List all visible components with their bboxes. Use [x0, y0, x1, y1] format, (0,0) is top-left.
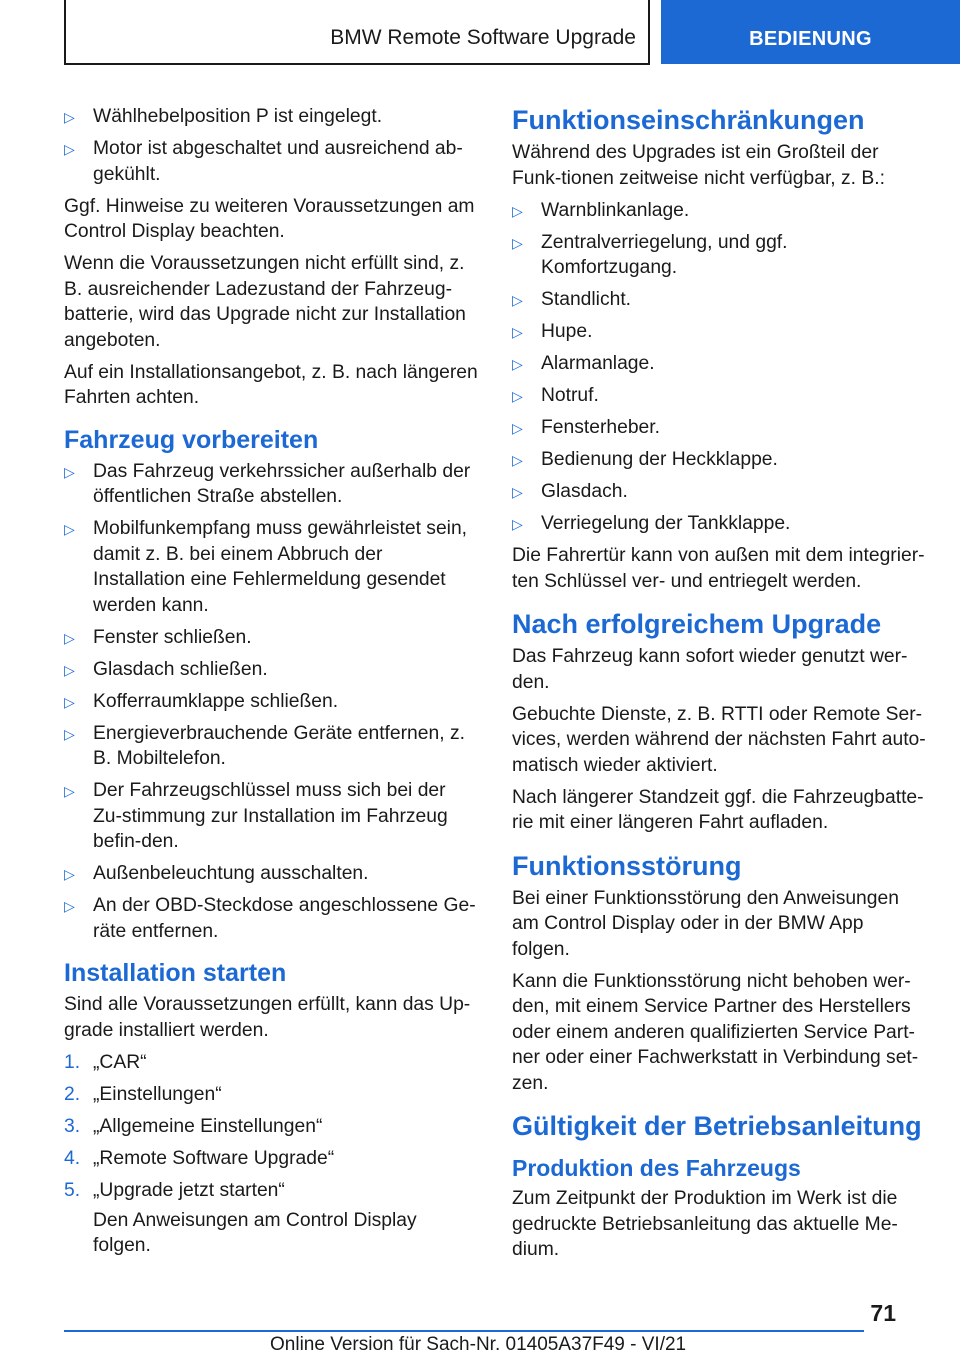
list-item: ▷ Bedienung der Heckklappe. [512, 447, 926, 473]
step-number: 2. [64, 1083, 81, 1105]
page-number: 71 [870, 1300, 896, 1326]
header-divider-right [648, 0, 650, 64]
paragraph: Das Fahrzeug kann sofort wieder genutzt wer‐den. [512, 646, 908, 693]
heading-manual-validity: Gültigkeit der Betriebsanleitung [512, 1111, 922, 1141]
paragraph: Ggf. Hinweise zu weiteren Voraussetzungen am Control Display beachten. [64, 195, 475, 242]
triangle-bullet-icon: ▷ [64, 109, 75, 125]
triangle-bullet-icon: ▷ [64, 629, 75, 646]
paragraph: Die Fahrertür kann von außen mit dem integrier‐ten Schlüssel ver- und entriegelt werden. [512, 545, 925, 592]
step-item: 5. „Upgrade jetzt starten“ [64, 1178, 478, 1204]
triangle-bullet-icon: ▷ [64, 898, 75, 914]
list-item: ▷ Der Fahrzeugschlüssel muss sich bei der Zu‐stimmung zur Installation im Fahrzeug befin‐den. [64, 780, 448, 852]
list-item: ▷ Wählhebelposition P ist eingelegt. [64, 104, 478, 130]
install-steps [64, 1050, 478, 1204]
triangle-bullet-icon: ▷ [64, 521, 75, 537]
triangle-bullet-icon: ▷ [512, 516, 523, 532]
triangle-bullet-icon: ▷ [64, 141, 75, 157]
left-column [64, 104, 478, 1265]
list-item: ▷ An der OBD-Steckdose angeschlossene Ge‐räte entfernen. [64, 895, 476, 942]
triangle-bullet-icon: ▷ [512, 356, 523, 372]
triangle-bullet-icon: ▷ [512, 234, 523, 251]
limits-list [512, 198, 926, 537]
prepare-list [64, 459, 478, 945]
step-item: 2. „Einstellungen“ [64, 1082, 478, 1108]
list-item: ▷ Energieverbrauchende Geräte entfernen, z. B. Mobiltelefon. [64, 722, 465, 769]
heading-malfunction: Funktionsstörung [512, 850, 742, 881]
list-item: ▷ Kofferraumklappe schließen. [64, 689, 478, 715]
section-tab-label: BEDIENUNG [749, 28, 872, 50]
step-number: 4. [64, 1147, 81, 1169]
list-item: ▷ Fenster schließen. [64, 625, 478, 651]
step-number: 1. [64, 1051, 81, 1073]
right-column [512, 104, 926, 1269]
subheading-vehicle-production: Produktion des Fahrzeugs [512, 1155, 801, 1181]
triangle-bullet-icon: ▷ [512, 420, 523, 436]
triangle-bullet-icon: ▷ [512, 388, 523, 404]
step-item: 1. „CAR“ [64, 1050, 478, 1076]
list-item: ▷ Fensterheber. [512, 415, 926, 441]
heading-function-limits: Funktionseinschränkungen [512, 105, 865, 135]
online-version-note: Online Version für Sach-Nr. 01405A37F49 - VI/21 [270, 1334, 687, 1355]
triangle-bullet-icon: ▷ [64, 725, 75, 742]
step-note: Den Anweisungen am Control Display folgen. [93, 1209, 417, 1256]
paragraph: Sind alle Voraussetzungen erfüllt, kann das Up‐grade installiert werden. [64, 994, 471, 1041]
step-item: 4. „Remote Software Upgrade“ [64, 1146, 478, 1172]
step-item: 3. „Allgemeine Einstellungen“ [64, 1114, 478, 1140]
prerequisite-list [64, 104, 478, 187]
list-item: ▷ Verriegelung der Tankklappe. [512, 511, 926, 537]
paragraph: Bei einer Funktionsstörung den Anweisungen am Control Display oder in der BMW App folgen. [512, 887, 899, 960]
paragraph: Nach längerer Standzeit ggf. die Fahrzeugbatte‐rie mit einer längeren Fahrt aufladen. [512, 786, 924, 833]
paragraph: Kann die Funktionsstörung nicht behoben wer‐den, mit einem Service Partner des Herstellers oder einem anderen qualifizierten Service Part‐ner oder einer Fachwerkstatt in Verbindung set‐zen. [512, 970, 919, 1094]
list-item: ▷ Notruf. [512, 383, 926, 409]
triangle-bullet-icon: ▷ [64, 463, 75, 480]
paragraph: Zum Zeitpunkt der Produktion im Werk ist die gedruckte Betriebsanleitung das aktuelle Me‐dium. [512, 1188, 898, 1260]
paragraph: Auf ein Installationsangebot, z. B. nach längeren Fahrten achten. [64, 361, 478, 408]
list-item: ▷ Hupe. [512, 319, 926, 345]
section-tab [661, 0, 960, 64]
paragraph: Wenn die Voraussetzungen nicht erfüllt sind, z. B. ausreichender Ladezustand der Fahrzeug‐batterie, wird das Upgrade nicht zur Installation angeboten. [64, 253, 466, 351]
header-divider-bottom [64, 63, 650, 65]
list-item: ▷ Motor ist abgeschaltet und ausreichend ab‐gekühlt. [64, 138, 463, 185]
chapter-title: BMW Remote Software Upgrade [330, 26, 636, 49]
footer-divider [64, 1330, 864, 1332]
paragraph: Während des Upgrades ist ein Großteil der Funk‐tionen zeitweise nicht verfügbar, z. B.: [512, 142, 885, 189]
triangle-bullet-icon: ▷ [512, 292, 523, 308]
list-item: ▷ Glasdach schließen. [64, 657, 478, 683]
list-item: ▷ Das Fahrzeug verkehrssicher außerhalb der öffentlichen Straße abstellen. [64, 460, 471, 507]
triangle-bullet-icon: ▷ [64, 693, 75, 710]
triangle-bullet-icon: ▷ [512, 202, 523, 219]
triangle-bullet-icon: ▷ [512, 484, 523, 500]
triangle-bullet-icon: ▷ [64, 661, 75, 678]
heading-prepare-vehicle: Fahrzeug vorbereiten [64, 425, 319, 454]
triangle-bullet-icon: ▷ [512, 324, 523, 340]
list-item: ▷ Standlicht. [512, 287, 926, 313]
list-item: ▷ Glasdach. [512, 479, 926, 505]
list-item: ▷ Mobilfunkempfang muss gewährleistet sein, damit z. B. bei einem Abbruch der Installation eine Fehlermeldung gesendet werden kann. [64, 518, 468, 616]
list-item: ▷ Warnblinkanlage. [512, 198, 926, 224]
triangle-bullet-icon: ▷ [512, 452, 523, 468]
heading-after-upgrade: Nach erfolgreichem Upgrade [512, 609, 882, 639]
list-item: ▷ Alarmanlage. [512, 351, 926, 377]
list-item: ▷ Zentralverriegelung, und ggf. Komfortzugang. [512, 231, 788, 278]
list-item: ▷ Außenbeleuchtung ausschalten. [64, 861, 478, 887]
triangle-bullet-icon: ▷ [64, 783, 75, 799]
paragraph: Gebuchte Dienste, z. B. RTTI oder Remote Ser‐vices, werden während der nächsten Fahrt auto‐matisch wieder aktiviert. [512, 703, 926, 776]
step-number: 3. [64, 1115, 81, 1137]
heading-start-installation: Installation starten [64, 959, 287, 987]
step-number: 5. [64, 1179, 81, 1201]
triangle-bullet-icon: ▷ [64, 866, 75, 882]
